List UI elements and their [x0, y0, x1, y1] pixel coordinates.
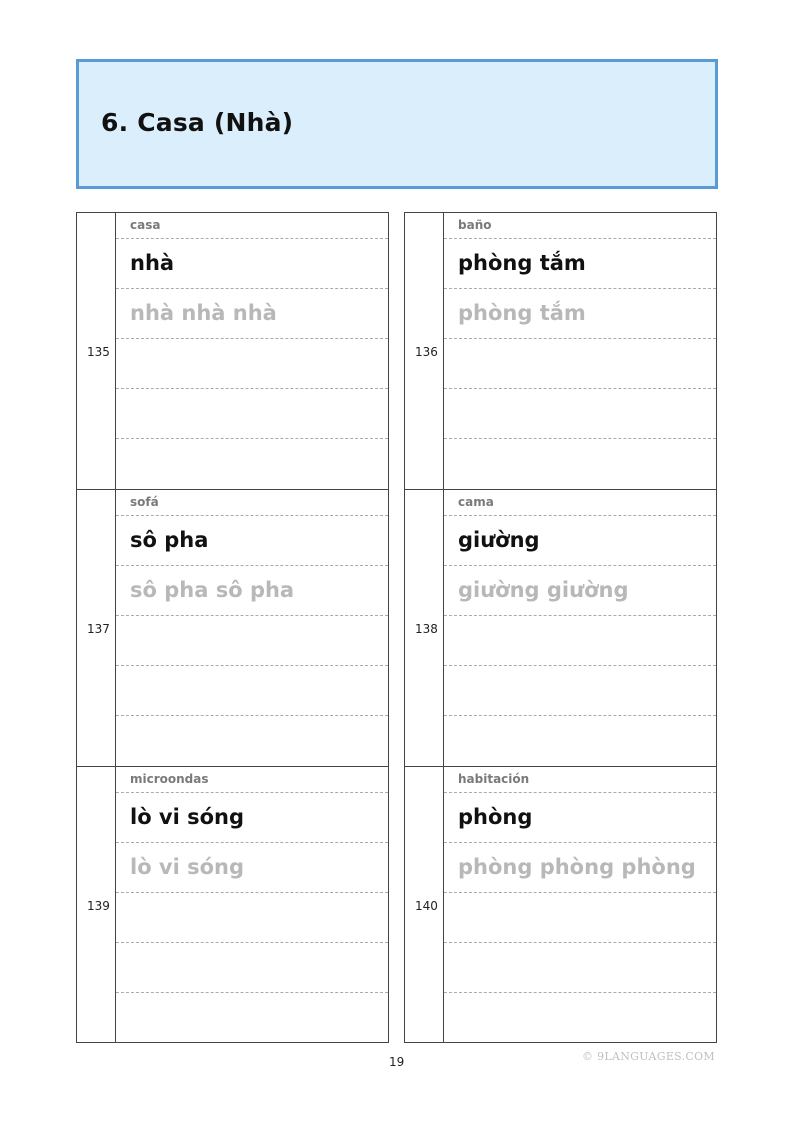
guide-line	[116, 438, 388, 439]
guide-line	[116, 842, 388, 843]
vocab-card	[76, 489, 389, 766]
practice-trace: lò vi sóng	[130, 855, 245, 879]
spanish-word: sofá	[130, 495, 159, 509]
practice-trace: nhà nhà nhà	[130, 301, 277, 325]
practice-trace: phòng phòng phòng	[458, 855, 696, 879]
guide-line	[116, 715, 388, 716]
spanish-word: habitación	[458, 772, 530, 786]
guide-line	[444, 438, 716, 439]
guide-line	[444, 665, 716, 666]
vocab-card	[404, 212, 717, 489]
copyright-notice: © 9LANGUAGES.COM	[582, 1050, 715, 1063]
guide-line	[444, 565, 716, 566]
guide-line	[444, 992, 716, 993]
grid-bottom-border	[76, 1042, 389, 1043]
vietnamese-word: sô pha	[130, 528, 209, 552]
guide-line	[116, 388, 388, 389]
section-title: 6. Casa (Nhà)	[101, 108, 294, 137]
guide-line	[116, 565, 388, 566]
guide-line	[444, 792, 716, 793]
guide-line	[444, 338, 716, 339]
guide-line	[116, 615, 388, 616]
guide-line	[444, 892, 716, 893]
guide-line	[116, 892, 388, 893]
page-number: 19	[389, 1055, 405, 1069]
card-number: 138	[415, 622, 438, 636]
card-number-column	[404, 490, 444, 766]
vocab-card	[76, 766, 389, 1043]
card-number-column	[76, 213, 116, 489]
card-number: 140	[415, 899, 438, 913]
vietnamese-word: phòng tắm	[458, 251, 586, 275]
card-content	[116, 213, 388, 489]
practice-trace: giường giường	[458, 578, 629, 602]
practice-trace: sô pha sô pha	[130, 578, 295, 602]
practice-trace: phòng tắm	[458, 301, 586, 325]
spanish-word: baño	[458, 218, 492, 232]
guide-line	[116, 288, 388, 289]
card-number-column	[76, 490, 116, 766]
guide-line	[116, 238, 388, 239]
spanish-word: casa	[130, 218, 161, 232]
spanish-word: microondas	[130, 772, 209, 786]
card-content	[116, 767, 388, 1043]
card-number-column	[404, 213, 444, 489]
guide-line	[116, 338, 388, 339]
card-number: 136	[415, 345, 438, 359]
guide-line	[444, 715, 716, 716]
guide-line	[116, 515, 388, 516]
vocab-card	[76, 212, 389, 489]
spanish-word: cama	[458, 495, 494, 509]
card-content	[444, 767, 716, 1043]
card-number: 137	[87, 622, 110, 636]
vietnamese-word: nhà	[130, 251, 175, 275]
card-content	[444, 213, 716, 489]
guide-line	[444, 842, 716, 843]
guide-line	[116, 992, 388, 993]
vietnamese-word: lò vi sóng	[130, 805, 245, 829]
guide-line	[444, 515, 716, 516]
grid-bottom-border	[404, 1042, 717, 1043]
card-number-column	[76, 767, 116, 1043]
guide-line	[444, 615, 716, 616]
guide-line	[116, 792, 388, 793]
vocab-card	[404, 766, 717, 1043]
guide-line	[444, 288, 716, 289]
card-number-column	[404, 767, 444, 1043]
card-number: 135	[87, 345, 110, 359]
card-content	[116, 490, 388, 766]
section-header	[76, 59, 718, 189]
guide-line	[444, 942, 716, 943]
vocab-card	[404, 489, 717, 766]
guide-line	[116, 665, 388, 666]
guide-line	[444, 388, 716, 389]
guide-line	[116, 942, 388, 943]
vietnamese-word: phòng	[458, 805, 533, 829]
card-content	[444, 490, 716, 766]
guide-line	[444, 238, 716, 239]
card-number: 139	[87, 899, 110, 913]
vietnamese-word: giường	[458, 528, 540, 552]
